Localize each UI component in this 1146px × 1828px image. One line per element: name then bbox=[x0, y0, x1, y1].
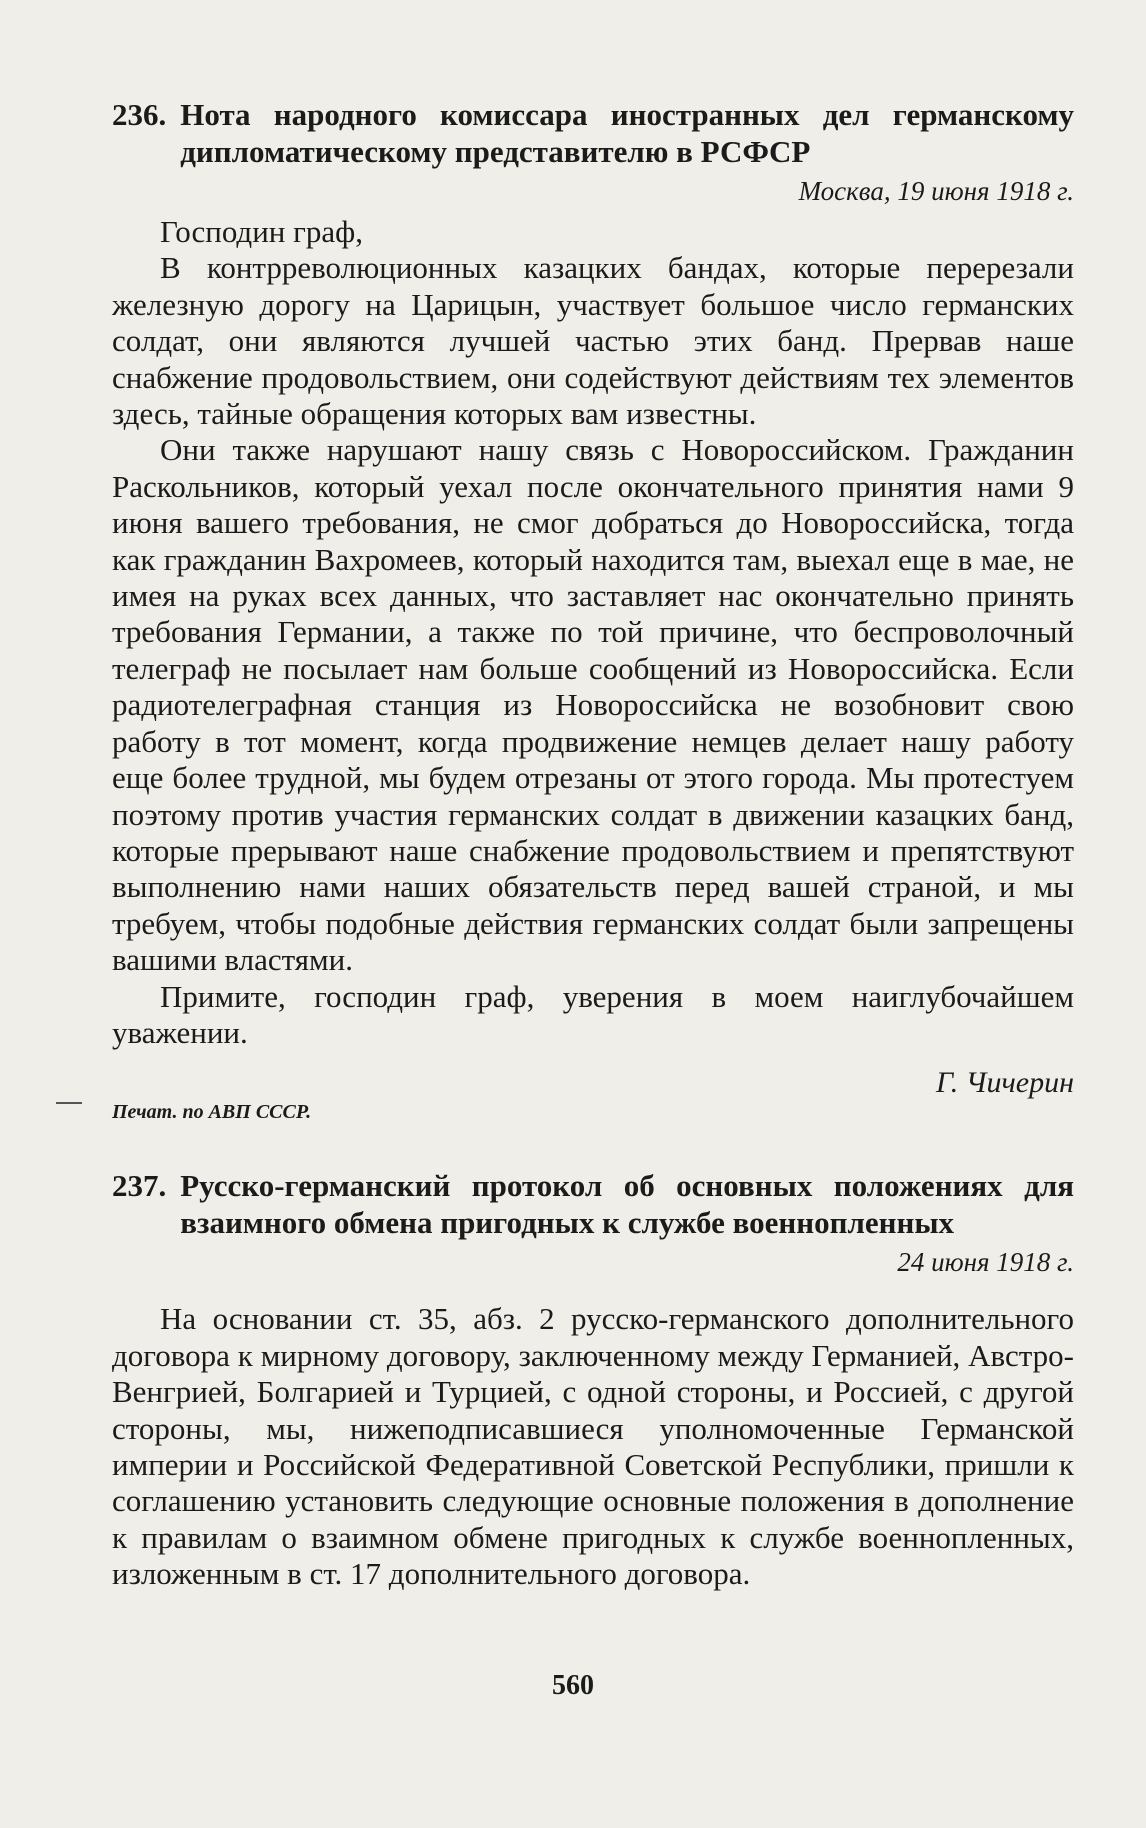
signature: Г. Чичерин bbox=[936, 1066, 1074, 1100]
document-236-title: Нота народного комиссара иностранных дел германскому дипломатическому представителю в РСФСР bbox=[180, 97, 1074, 169]
page-content bbox=[112, 96, 1074, 1593]
document-237-number: 237. bbox=[112, 1168, 167, 1204]
paragraph: Примите, господин граф, уверения в моем наиглубочайшем уважении. bbox=[112, 978, 1074, 1050]
margin-mark bbox=[56, 1102, 82, 1104]
document-236-heading bbox=[112, 96, 1074, 170]
document-237 bbox=[112, 1167, 1074, 1592]
page-number: 560 bbox=[552, 1670, 594, 1701]
document-237-dateline: 24 июня 1918 г. bbox=[897, 1247, 1074, 1278]
document-237-body bbox=[112, 1301, 1074, 1592]
document-236-body bbox=[112, 214, 1074, 1051]
document-237-heading bbox=[112, 1167, 1074, 1241]
source-note: Печат. по АВП СССР. bbox=[112, 1101, 312, 1124]
paragraph: Они также нарушают нашу связь с Новороссийском. Гражданин Раскольников, который уехал после окончательного принятия нами 9 июня вашего требования, не смог добраться до Новороссийска, тогда как гражданин Вахромеев, который находится там, выехал еще в мае, не имея на руках всех данных, что заставляет нас окончательно принять требования Германии, а также по той причине, что беспроволочный телеграф не посылает нам больше сообщений из Новороссийска. Если радиотелеграфная станция из Новороссийска не возобновит свою работу в тот момент, когда продвижение немцев делает нашу работу еще более трудной, мы будем отрезаны от этого города. Мы протестуем поэтому против участия германских солдат в движении казацких банд, которые прерывают наше снабжение продовольствием и препятствуют выполнению нами наших обязательств перед вашей страной, и мы требуем, чтобы подобные действия германских солдат были запрещены вашими властями. bbox=[112, 432, 1074, 978]
document-236-number: 236. bbox=[112, 97, 167, 132]
document-236-dateline: Москва, 19 июня 1918 г. bbox=[798, 176, 1074, 206]
paragraph: В контрреволюционных казацких бандах, которые перерезали железную дорогу на Царицын, участвует большое число германских солдат, они являются лучшей частью этих банд. Прервав наше снабжение продовольствием, они содействуют действиям тех элементов здесь, тайные обращения которых вам известны. bbox=[112, 250, 1074, 432]
document-237-title: Русско-германский протокол об основных положениях для взаимного обмена пригодных к службе военнопленных bbox=[180, 1168, 1074, 1241]
document-236 bbox=[112, 96, 1074, 1125]
paragraph: На основании ст. 35, абз. 2 русско-германского дополнительного договора к мирному договору, заключенному между Германией, Австро-Венгрией, Болгарией и Турцией, с одной стороны, и Россией, с другой стороны, мы, нижеподписавшиеся уполномоченные Германской империи и Российской Федеративной Советской Республики, пришли к соглашению установить следующие основные положения в дополнение к правилам о взаимном обмене пригодных к службе военнопленных, изложенным в ст. 17 дополнительного договора. bbox=[112, 1301, 1074, 1592]
salutation: Господин граф, bbox=[160, 214, 363, 249]
